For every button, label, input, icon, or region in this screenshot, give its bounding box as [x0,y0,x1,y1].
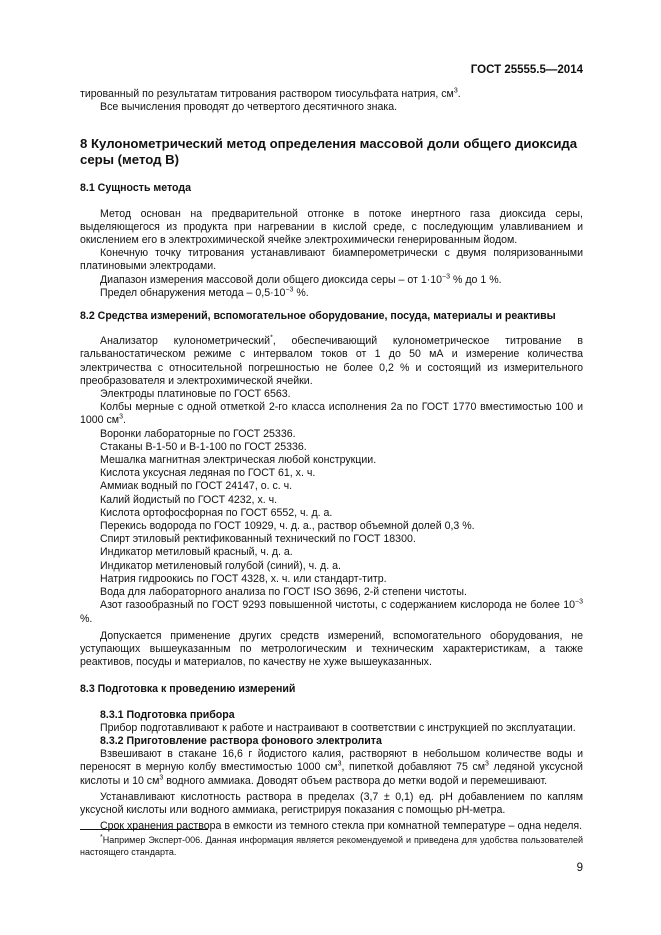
s82-item: Спирт этиловый ректификованный технический по ГОСТ 18300. [100,533,416,546]
intro-paragraph-1: тированный по результатам титрования раствором тиосульфата натрия, $см^3$. [80,87,461,100]
intro-paragraph-2: Все вычисления проводят до четвертого десятичного знака. [100,101,398,114]
section-8-1-title: 8.1 Сущность метода [80,182,192,195]
section-8-3-2-title: 8.3.2 Приготовление раствора фонового электролита [100,734,382,747]
s831-paragraph: Прибор подготавливают к работе и настраивают в соответствии с инструкцией по эксплуатации. [100,721,576,734]
s82-flasks: Колбы мерные с одной отметкой 2-го класса исполнения 2а по ГОСТ 1770 вместимостью 100 и 1000 $см^3$. [80,401,583,427]
section-8-title: 8 Кулонометрический метод определения массовой доли общего диоксида серы (метод В) [80,136,578,168]
s81-paragraph-2: Конечную точку титрования устанавливают биамперометрически с двумя поляризованными платиновыми электродами. [80,247,583,273]
s82-item: Натрия гидроокись по ГОСТ 4328, х. ч. или стандарт-титр. [100,572,387,585]
s82-item: Перекись водорода по ГОСТ 10929, ч. д. а., раствор объемной долей 0,3 %. [100,520,475,533]
footnote: *Например Эксперт-006. Данная информация является рекомендуемой и приведена для удобства пользователей настоящего стандарта. [80,834,583,857]
s82-item: Индикатор метиленовый голубой (синий), ч. д. а. [100,559,341,572]
s82-item: Калий йодистый по ГОСТ 4232, х. ч. [100,493,278,506]
s82-item: Стаканы В-1-50 и В-1-100 по ГОСТ 25336. [100,440,307,453]
s81-paragraph-1: Метод основан на предварительной отгонке в потоке инертного газа диоксида серы, выделяющегося из продукта при нагревании в кислой среде, с последующим улавливанием и окислением его в электрохимической ячейке электрохимически генерированным йодом. [80,207,583,247]
page-content [80,88,583,833]
section-8-3-title: 8.3 Подготовка к проведению измерений [80,683,296,696]
s82-item: Индикатор метиловый красный, ч. д. а. [100,546,293,559]
standard-header: ГОСТ 25555.5—2014 [470,64,583,76]
s82-allowance: Допускается применение других средств измерений, вспомогательного оборудования, не уступающих вышеуказанным по метрологическим и техническим характеристикам, а также реактивов, посуды и материалов, по качеству не хуже вышеуказанных. [80,629,583,669]
s82-item: Кислота ортофосфорная по ГОСТ 6552, ч. д. а. [100,506,333,519]
s82-item: Мешалка магнитная электрическая любой конструкции. [100,454,377,467]
s82-item: Кислота уксусная ледяная по ГОСТ 61, х. ч. [100,467,316,480]
s82-nitrogen: Азот газообразный по ГОСТ 9293 повышенной чистоты, с содержанием кислорода не более $10^{-3}$ %. [80,598,583,625]
s832-paragraph-1: Взвешивают в стакане 16,6 г йодистого калия, растворяют в небольшом количестве воды и переносят в мерную колбу вместимостью 1000 $см^3$, пипеткой добавляют 75 $см^3$ ледяной уксусной кислоты и 10 $см^3$ водного аммиака. Доводят объем раствора до метки водой и перемешивают. [80,748,583,787]
s82-analyzer: Анализатор кулонометрический*, обеспечивающий кулонометрическое титрование в гальваностатическом режиме с интервалом токов от 1 до 50 мА и измерение количества электричества с относительной погрешностью не более 0,2 % и состоящий из измерительного преобразователя и электрохимической ячейки. [80,334,583,387]
section-8-3-1-title: 8.3.1 Подготовка прибора [100,708,235,721]
s82-item: Аммиак водный по ГОСТ 24147, о. с. ч. [100,480,293,493]
page-number: 9 [576,862,583,874]
s81-paragraph-3: Диапазон измерения массовой доли общего диоксида серы – от $1\cdot 10^{-3}$ % до 1 %. [100,273,502,286]
s832-paragraph-3: Срок хранения раствора в емкости из темного стекла при комнатной температуре – одна неделя. [100,820,583,833]
s82-electrodes: Электроды платиновые по ГОСТ 6563. [100,388,291,401]
section-8-2-title: 8.2 Средства измерений, вспомогательное оборудование, посуда, материалы и реактивы [80,310,556,323]
s82-item: Воронки лабораторные по ГОСТ 25336. [100,427,296,440]
s82-item: Вода для лабораторного анализа по ГОСТ ISO 3696, 2-й степени чистоты. [100,586,467,599]
s81-paragraph-4: Предел обнаружения метода – $0,5\cdot 10^{-3}$ %. [100,286,309,299]
s832-paragraph-2: Устанавливают кислотность раствора в пределах (3,7 ± 0,1) ед. pH добавлением по каплям уксусной кислоты или водного аммиака, регистрируя показания с помощью pH-метра. [80,790,583,816]
footnote-divider [80,829,208,830]
